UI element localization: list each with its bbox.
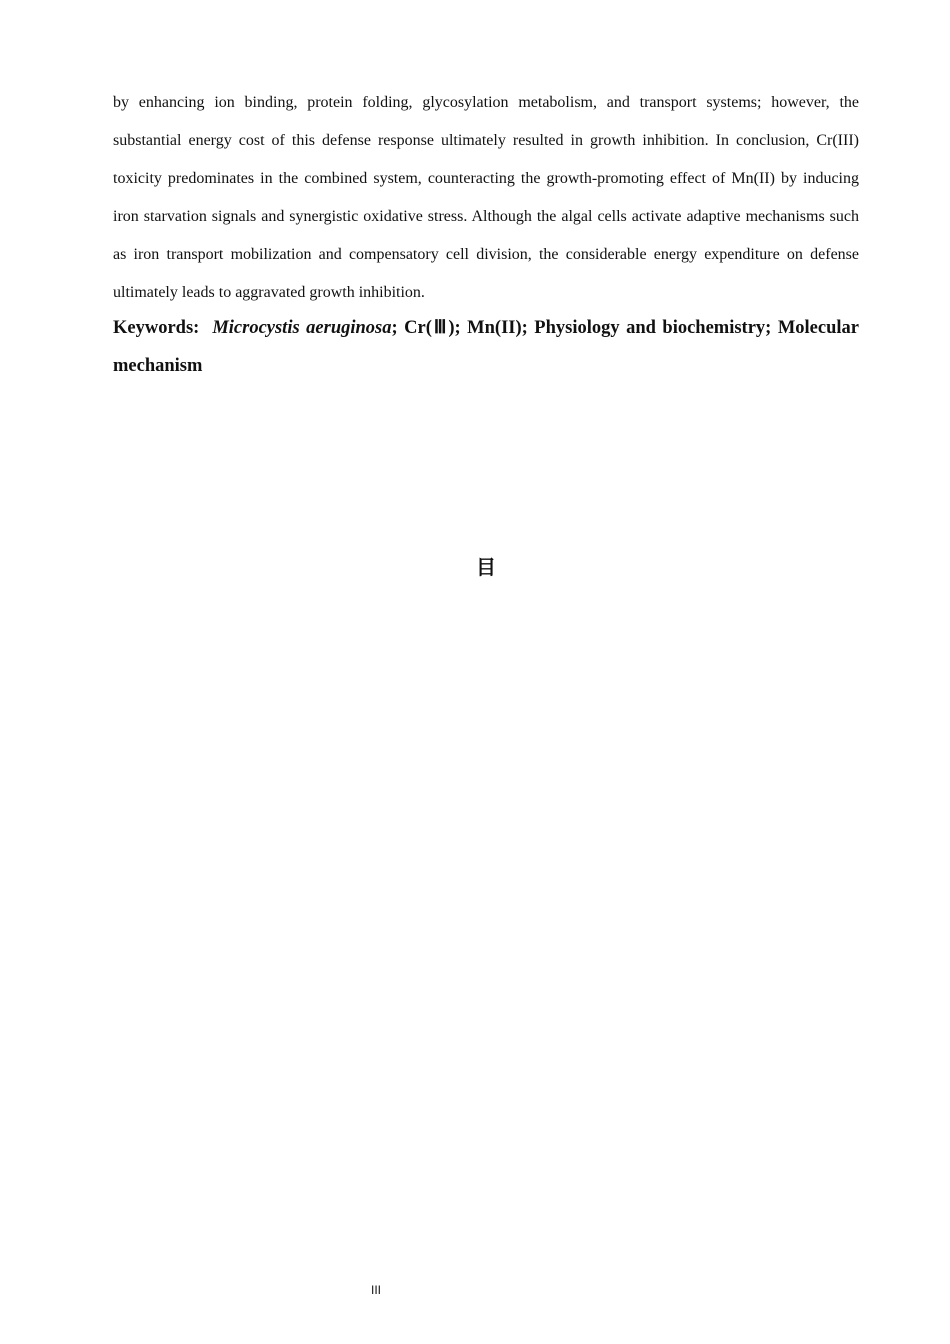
keywords-list: ; Cr(Ⅲ); Mn(II); Physiology and biochemistry; Molecular mechanism	[113, 318, 859, 376]
page-number: III	[370, 1283, 381, 1297]
keywords-label: Keywords:	[113, 318, 200, 338]
abstract-paragraph: by enhancing ion binding, protein folding, glycosylation metabolism, and transport systems; however, the substantial energy cost of this defense response ultimately resulted in growth inhibition. In conclusion, Cr(III) toxicity predominates in the combined system, counteracting the growth-promoting effect of Mn(II) by inducing iron starvation signals and synergistic oxidative stress. Although the algal cells activate adaptive mechanisms such as iron transport mobilization and compensatory cell division, the considerable energy expenditure on defense ultimately leads to aggravated growth inhibition.	[113, 94, 859, 301]
keyword-species: Microcystis aeruginosa	[212, 318, 392, 338]
table-of-contents-heading: 目	[476, 555, 496, 579]
keywords-line	[113, 309, 859, 385]
